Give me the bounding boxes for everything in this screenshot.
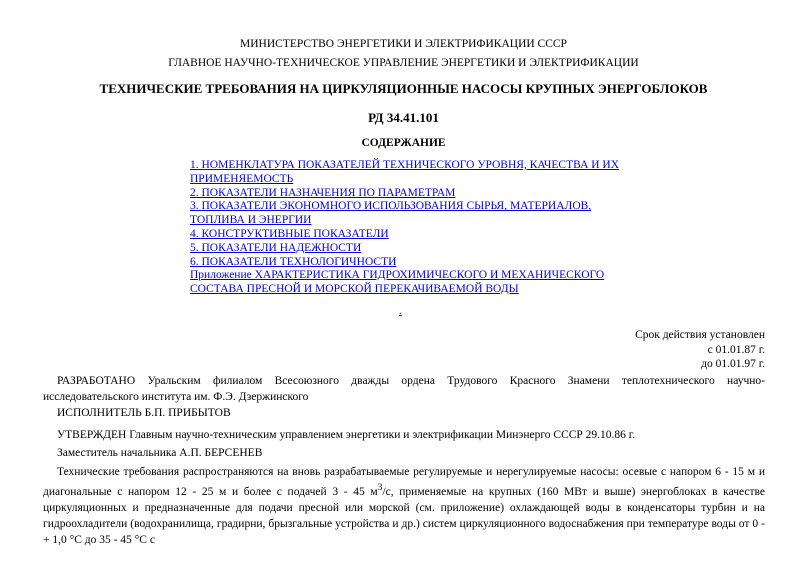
contents-heading: СОДЕРЖАНИЕ (361, 137, 446, 149)
directorate-heading: ГЛАВНОЕ НАУЧНО-ТЕХНИЧЕСКОЕ УПРАВЛЕНИЕ ЭНЕРГЕТИКИ И ЭЛЕКТРИФИКАЦИИ (168, 57, 639, 69)
toc-item (190, 242, 620, 256)
toc-item (190, 228, 620, 242)
toc-link-section-3[interactable]: 3. ПОКАЗАТЕЛИ ЭКОНОМНОГО ИСПОЛЬЗОВАНИЯ СЫРЬЯ, МАТЕРИАЛОВ, ТОПЛИВА И ЭНЕРГИИ (190, 200, 592, 227)
table-of-contents (190, 159, 620, 297)
toc-link-section-4[interactable]: 4. КОНСТРУКТИВНЫЕ ПОКАЗАТЕЛИ (190, 227, 389, 240)
toc-link-section-5[interactable]: 5. ПОКАЗАТЕЛИ НАДЕЖНОСТИ (190, 241, 362, 254)
performer-paragraph: ИСПОЛНИТЕЛЬ Б.П. ПРИБЫТОВ (57, 407, 231, 419)
toc-link-section-2[interactable]: 2. ПОКАЗАТЕЛИ НАЗНАЧЕНИЯ ПО ПАРАМЕТРАМ (190, 186, 456, 199)
validity-from: с 01.01.87 г. (707, 343, 765, 356)
toc-link-section-1[interactable]: 1. НОМЕНКЛАТУРА ПОКАЗАТЕЛЕЙ ТЕХНИЧЕСКОГО УРОВНЯ, КАЧЕСТВА И ИХ ПРИМЕНЯЕМОСТЬ (190, 159, 620, 185)
toc-item (190, 256, 620, 270)
toc-item (190, 200, 620, 228)
developed-by-paragraph: РАЗРАБОТАНО Уральским филиалом Всесоюзного дважды ордена Трудового Красного Знамени теплотехнического научно-исследовательского института им. Ф.Э. Дзержинского (43, 375, 765, 403)
toc-item (190, 269, 620, 297)
toc-item (190, 159, 620, 187)
scope-text-part2: /с, применяемые на крупных (160 МВт и выше) энергоблоках в качестве циркуляционных и предназначенные для подачи пресной или морской (см. приложение) охлаждающей воды в конденсаторы турбин и на гидроохладители (водохранилища, градирни, брызгальные устройства и др.) систем циркуляционного водоснабжения при температуре воды от 0 - + 1,0 °С до 35 - 45 °С с (43, 485, 765, 546)
deputy-paragraph: Заместитель начальника А.П. БЕРСЕНЕВ (57, 447, 263, 459)
validity-to: до 01.01.97 г. (701, 358, 765, 370)
approved-paragraph: УТВЕРЖДЕН Главным научно-техническим управлением энергетики и электрификации Минэнерго СССР 29.10.86 г. (57, 429, 636, 441)
scope-paragraph (43, 464, 765, 548)
small-anchor-link[interactable]: . (399, 305, 402, 317)
document-code: РД 34.41.101 (368, 110, 439, 125)
scope-superscript: 3 (377, 482, 383, 493)
toc-link-appendix[interactable]: Приложение ХАРАКТЕРИСТИКА ГИДРОХИМИЧЕСКОГО И МЕХАНИЧЕСКОГО СОСТАВА ПРЕСНОЙ И МОРСКОЙ ПЕРЕКАЧИВАЕМОЙ ВОДЫ (190, 269, 605, 296)
validity-label: Срок действия установлен (635, 329, 765, 341)
validity-block (635, 328, 765, 372)
scope-text-part1: Технические требования распространяются на вновь разрабатываемые регулируемые и нерегулируемые насосы: осевые с напором 6 - 15 м и диагональные с напором 12 - 25 м и более с подачей 3 - 45 м (43, 466, 765, 498)
ministry-heading: МИНИСТЕРСТВО ЭНЕРГЕТИКИ И ЭЛЕКТРИФИКАЦИИ СССР (240, 38, 567, 50)
toc-link-section-6[interactable]: 6. ПОКАЗАТЕЛИ ТЕХНОЛОГИЧНОСТИ (190, 255, 397, 268)
document-title: ТЕХНИЧЕСКИЕ ТРЕБОВАНИЯ НА ЦИРКУЛЯЦИОННЫЕ НАСОСЫ КРУПНЫХ ЭНЕРГОБЛОКОВ (99, 81, 708, 96)
toc-item (190, 187, 620, 201)
